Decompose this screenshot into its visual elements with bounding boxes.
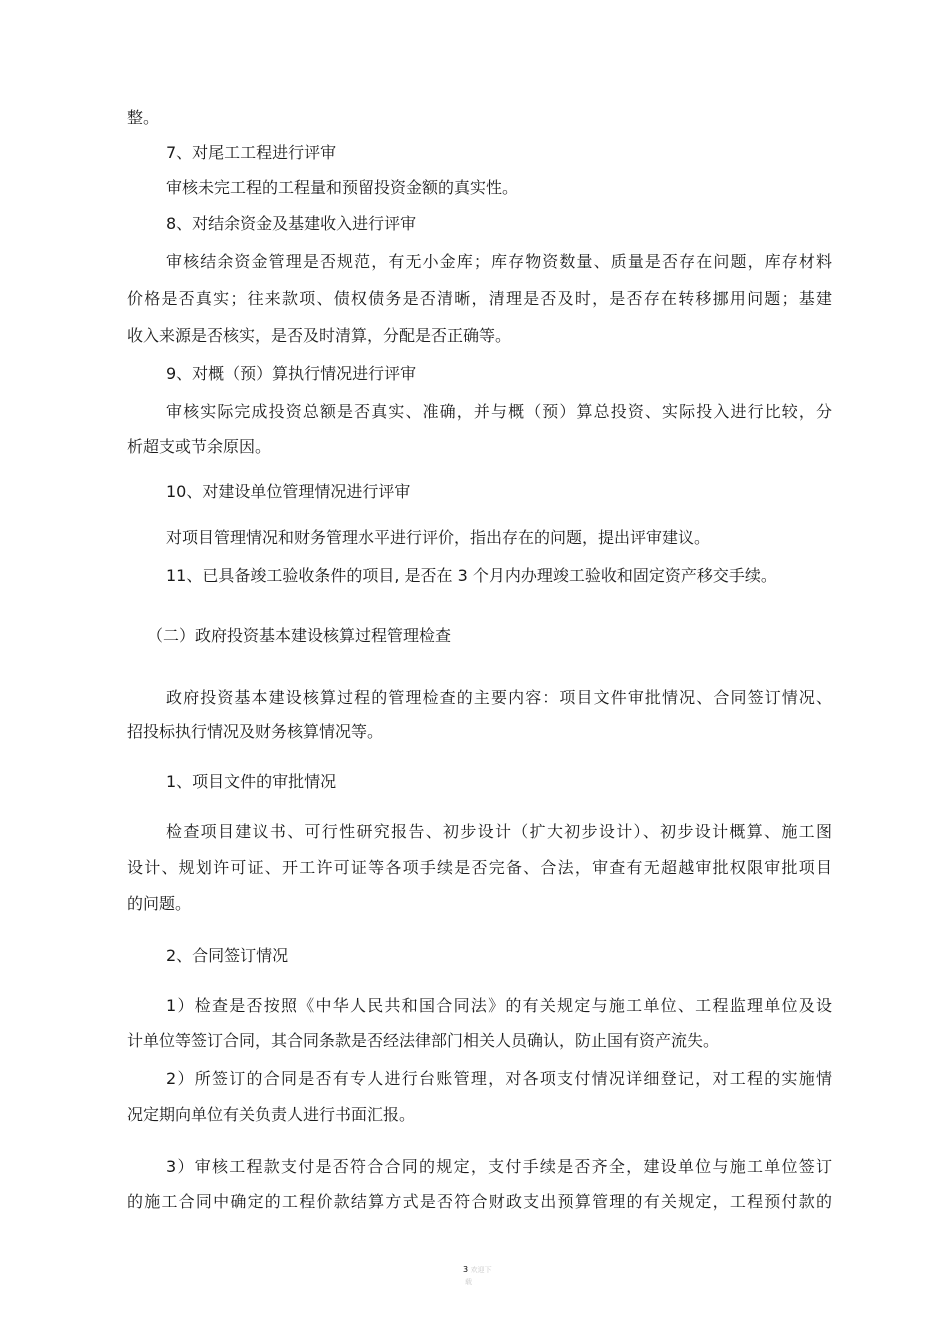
section-heading: 10、对建设单位管理情况进行评审 — [166, 482, 411, 501]
text-line: 的问题。 — [127, 894, 192, 913]
text-line: 2）所签订的合同是否有专人进行台账管理，对各项支付情况详细登记，对工程的实施情 — [166, 1069, 832, 1088]
section-heading: 1、项目文件的审批情况 — [166, 772, 337, 791]
text-line: 况定期向单位有关负责人进行书面汇报。 — [127, 1105, 416, 1124]
text-line: 审核实际完成投资总额是否真实、准确，并与概（预）算总投资、实际投入进行比较，分 — [166, 402, 832, 421]
page-footer — [463, 1265, 492, 1275]
text-line: 检查项目建议书、可行性研究报告、初步设计（扩大初步设计）、初步设计概算、施工图 — [166, 822, 832, 841]
section-heading: 2、合同签订情况 — [166, 946, 289, 965]
text-line: 计单位等签订合同，其合同条款是否经法律部门相关人员确认，防止国有资产流失。 — [127, 1031, 720, 1050]
text-line: 审核结余资金管理是否规范，有无小金库；库存物资数量、质量是否存在问题，库存材料 — [166, 252, 832, 271]
text-line: 的施工合同中确定的工程价款结算方式是否符合财政支出预算管理的有关规定，工程预付款的 — [127, 1192, 832, 1211]
watermark-text: 欢迎下 — [470, 1266, 492, 1274]
text-line: 设计、规划许可证、开工许可证等各项手续是否完备、合法，审查有无超越审批权限审批项目 — [127, 858, 832, 877]
subsection-title: （二）政府投资基本建设核算过程管理检查 — [147, 626, 452, 645]
text-line: 审核未完工程的工程量和预留投资金额的真实性。 — [166, 178, 519, 197]
text-line: 政府投资基本建设核算过程的管理检查的主要内容：项目文件审批情况、合同签订情况、 — [166, 688, 832, 707]
text-line: 析超支或节余原因。 — [127, 437, 272, 456]
text-line: 11、已具备竣工验收条件的项目, 是否在 3 个月内办理竣工验收和固定资产移交手续。 — [166, 566, 777, 585]
text-line: 1）检查是否按照《中华人民共和国合同法》的有关规定与施工单位、工程监理单位及设 — [166, 996, 832, 1015]
text-line: 价格是否真实；往来款项、债权债务是否清晰，清理是否及时，是否存在转移挪用问题；基建 — [127, 289, 832, 308]
section-heading: 9、对概（预）算执行情况进行评审 — [166, 364, 417, 383]
section-heading: 7、对尾工工程进行评审 — [166, 143, 337, 162]
text-line: 整。 — [127, 108, 160, 127]
watermark-text-2: 载 — [465, 1278, 472, 1286]
text-line: 招投标执行情况及财务核算情况等。 — [127, 722, 384, 741]
section-heading: 8、对结余资金及基建收入进行评审 — [166, 214, 417, 233]
text-line: 收入来源是否核实，是否及时清算，分配是否正确等。 — [127, 326, 512, 345]
text-line: 3）审核工程款支付是否符合合同的规定，支付手续是否齐全，建设单位与施工单位签订 — [166, 1157, 832, 1176]
text-line: 对项目管理情况和财务管理水平进行评价，指出存在的问题，提出评审建议。 — [166, 528, 711, 547]
page-number: 3 — [463, 1265, 469, 1274]
